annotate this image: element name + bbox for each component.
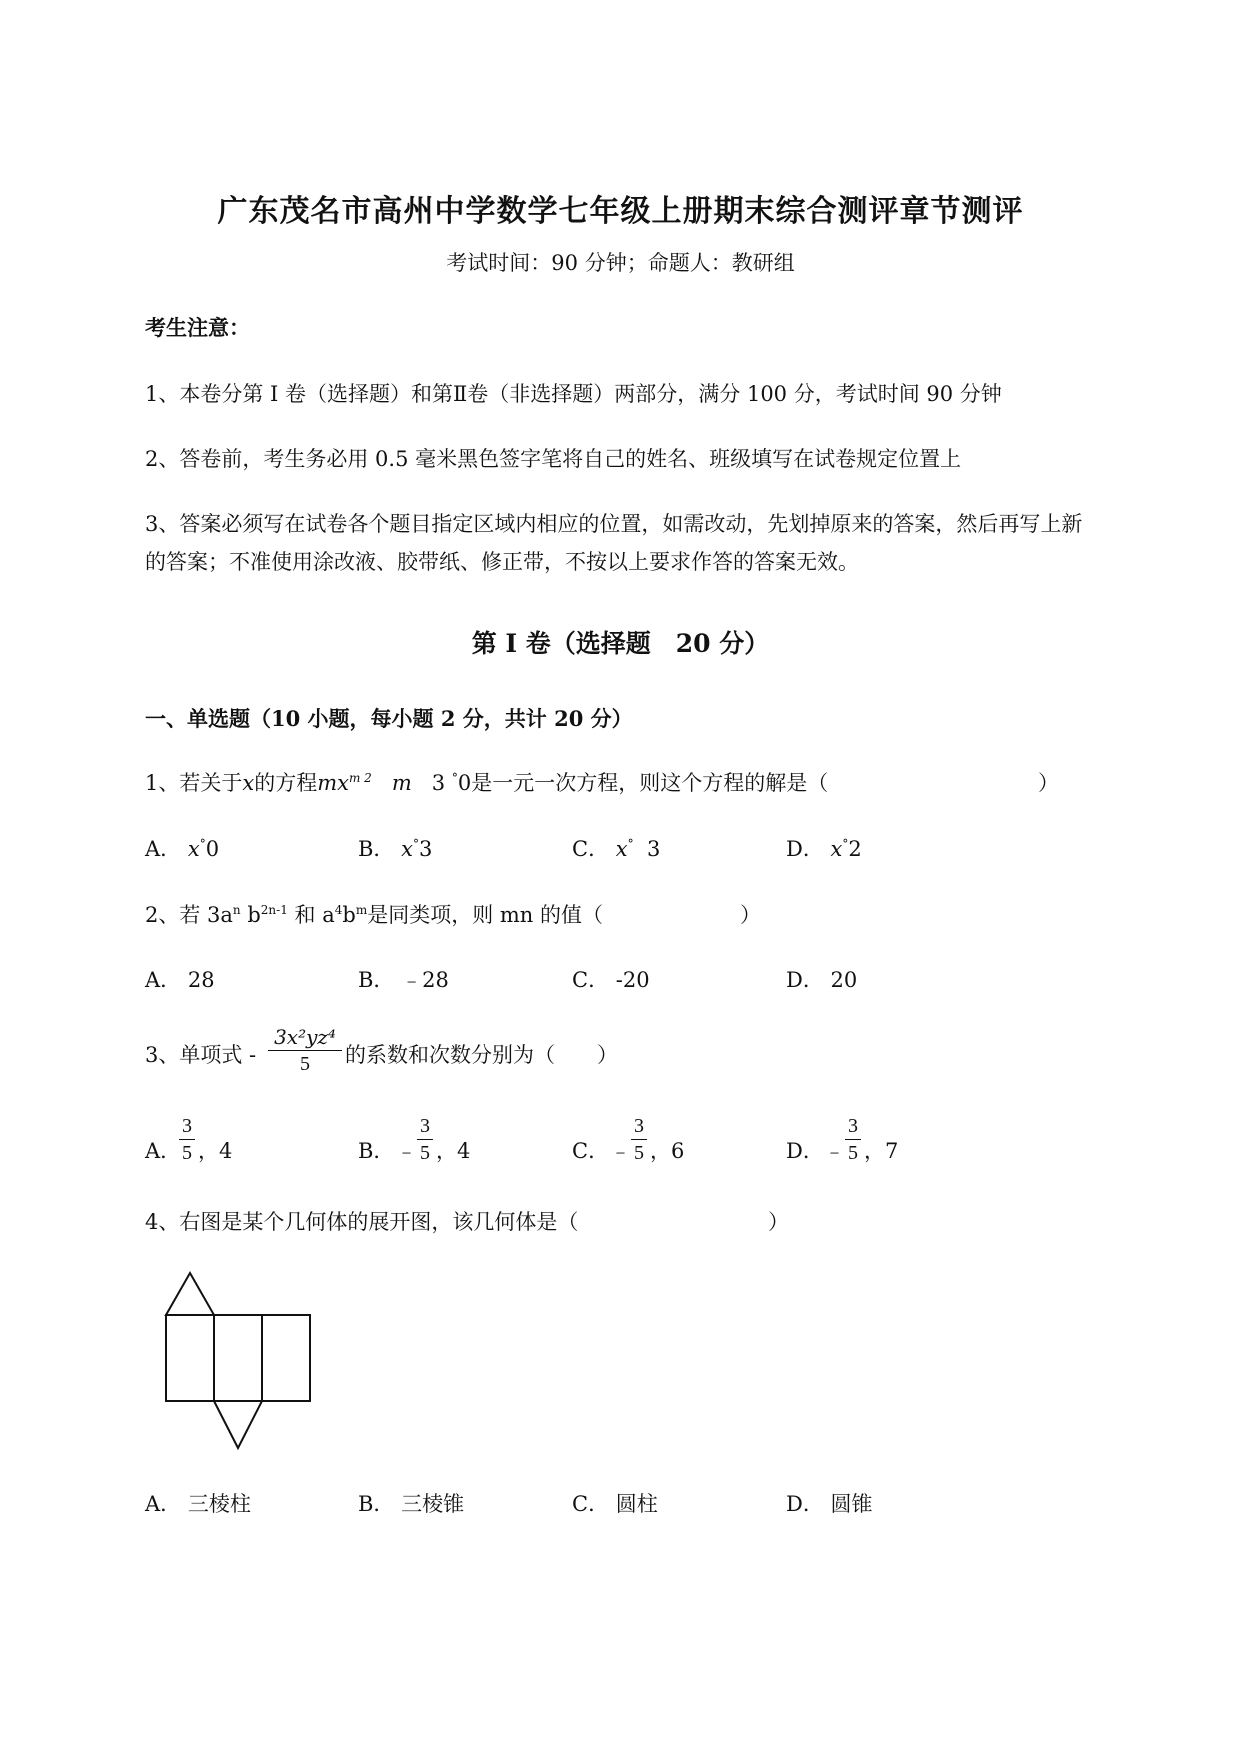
q3-option-c-tail: ，6 (650, 1139, 685, 1163)
prism-net-diagram (160, 1268, 330, 1458)
q3-fraction-denominator: 5 (300, 1053, 310, 1075)
net-top-triangle (166, 1273, 214, 1315)
q3-option-c-fraction: 3 5 (631, 1114, 647, 1165)
q3-option-c-label[interactable]: C． (572, 1139, 610, 1163)
net-face-left (166, 1315, 214, 1401)
q3-option-d-tail: ，7 (864, 1139, 899, 1163)
q1-var: x (242, 771, 255, 795)
notice-item-3-line-2: 的答案；不准使用涂改液、胶带纸、修正带，不按以上要求作答的答案无效。 (145, 550, 859, 574)
net-face-middle (214, 1315, 262, 1401)
q1-eq-a: mx (317, 771, 349, 795)
q2-option-d[interactable]: D． 20 (786, 968, 858, 992)
q3-option-b-label[interactable]: B． (358, 1139, 395, 1163)
q2-option-a[interactable]: A． 28 (145, 968, 215, 992)
q1-option-c[interactable]: C． x° 3 (572, 837, 661, 861)
q1-prefix: 1、若关于 (145, 771, 243, 795)
q1-eq-d: 0 (457, 771, 472, 795)
q1-mid: 的方程 (254, 771, 318, 795)
q1-option-a[interactable]: A． x°0 (145, 837, 220, 861)
question-1 (145, 767, 828, 797)
q1-suffix: 是一元一次方程，则这个方程的解是（ (471, 771, 829, 795)
q3-option-a-tail: ，4 (198, 1139, 233, 1163)
q3-option-a-fraction: 3 5 (179, 1114, 195, 1165)
net-face-right (262, 1315, 310, 1401)
q2-option-b[interactable]: B． ﹣28 (358, 968, 449, 992)
q3-option-d-sign: ﹣ (824, 1139, 845, 1163)
q1-option-d[interactable]: D． x°2 (786, 837, 862, 861)
q1-close: ） (1038, 771, 1059, 795)
question-2: 2、若 $3a^n$ $b^{2n-1}$ 和 $a^4b^m$是同类项，则 mn 的值（ (145, 903, 603, 927)
page-title: 广东茂名市高州中学数学七年级上册期末综合测评章节测评 (217, 194, 1024, 229)
q3-fraction (268, 1025, 342, 1076)
notice-item-2: 2、答卷前，考生务必用 0.5 毫米黑色签字笔将自己的姓名、班级填写在试卷规定位置上 (145, 447, 962, 471)
q1-eq-c: 3 (431, 771, 446, 795)
q1-option-b[interactable]: B． x°3 (358, 837, 433, 861)
q1-equal-mark: ° (451, 771, 458, 785)
q4-option-c[interactable]: C． 圆柱 (572, 1492, 658, 1516)
notice-item-1: 1、本卷分第 I 卷（选择题）和第Ⅱ卷（非选择题）两部分，满分 100 分，考试时间 90 分钟 (145, 382, 1002, 406)
q3-option-d-fraction: 3 5 (845, 1114, 861, 1165)
q4-option-a[interactable]: A． 三棱柱 (145, 1492, 251, 1516)
q1-eq-sup: m 2 (348, 771, 372, 785)
notice-heading: 考生注意： (145, 315, 250, 340)
notice-item-3-line-1: 3、答案必须写在试卷各个题目指定区域内相应的位置，如需改动，先划掉原来的答案，然后再写上新 (145, 512, 1083, 536)
q1-eq-b: m (391, 771, 412, 795)
q3-suffix: 的系数和次数分别为（ ） (345, 1043, 618, 1067)
q3-option-a-label[interactable]: A． (145, 1139, 182, 1163)
q3-option-b-tail: ，4 (436, 1139, 471, 1163)
question-4: 4、右图是某个几何体的展开图，该几何体是（ (145, 1210, 579, 1234)
part-heading: 一、单选题（10 小题，每小题 2 分，共计 20 分） (145, 706, 633, 731)
q4-option-d[interactable]: D． 圆锥 (786, 1492, 873, 1516)
page-subtitle: 考试时间：90 分钟；命题人：教研组 (446, 251, 795, 275)
q3-option-c-sign: ﹣ (610, 1139, 631, 1163)
q3-option-b-fraction: 3 5 (417, 1114, 433, 1165)
q3-prefix: 3、单项式 - (145, 1043, 257, 1067)
q3-option-d-label[interactable]: D． (786, 1139, 824, 1163)
q3-fraction-bar (268, 1050, 342, 1051)
q3-fraction-numerator: 3x²yz⁴ (274, 1025, 336, 1049)
q4-option-b[interactable]: B． 三棱锥 (358, 1492, 465, 1516)
q3-option-b-sign: ﹣ (396, 1139, 417, 1163)
net-bottom-triangle (214, 1401, 262, 1448)
q4-close: ） (768, 1210, 789, 1234)
section-title: 第 I 卷（选择题 20 分） (471, 629, 770, 658)
q2-option-c[interactable]: C． -20 (572, 968, 650, 992)
q2-close: ） (740, 903, 761, 927)
